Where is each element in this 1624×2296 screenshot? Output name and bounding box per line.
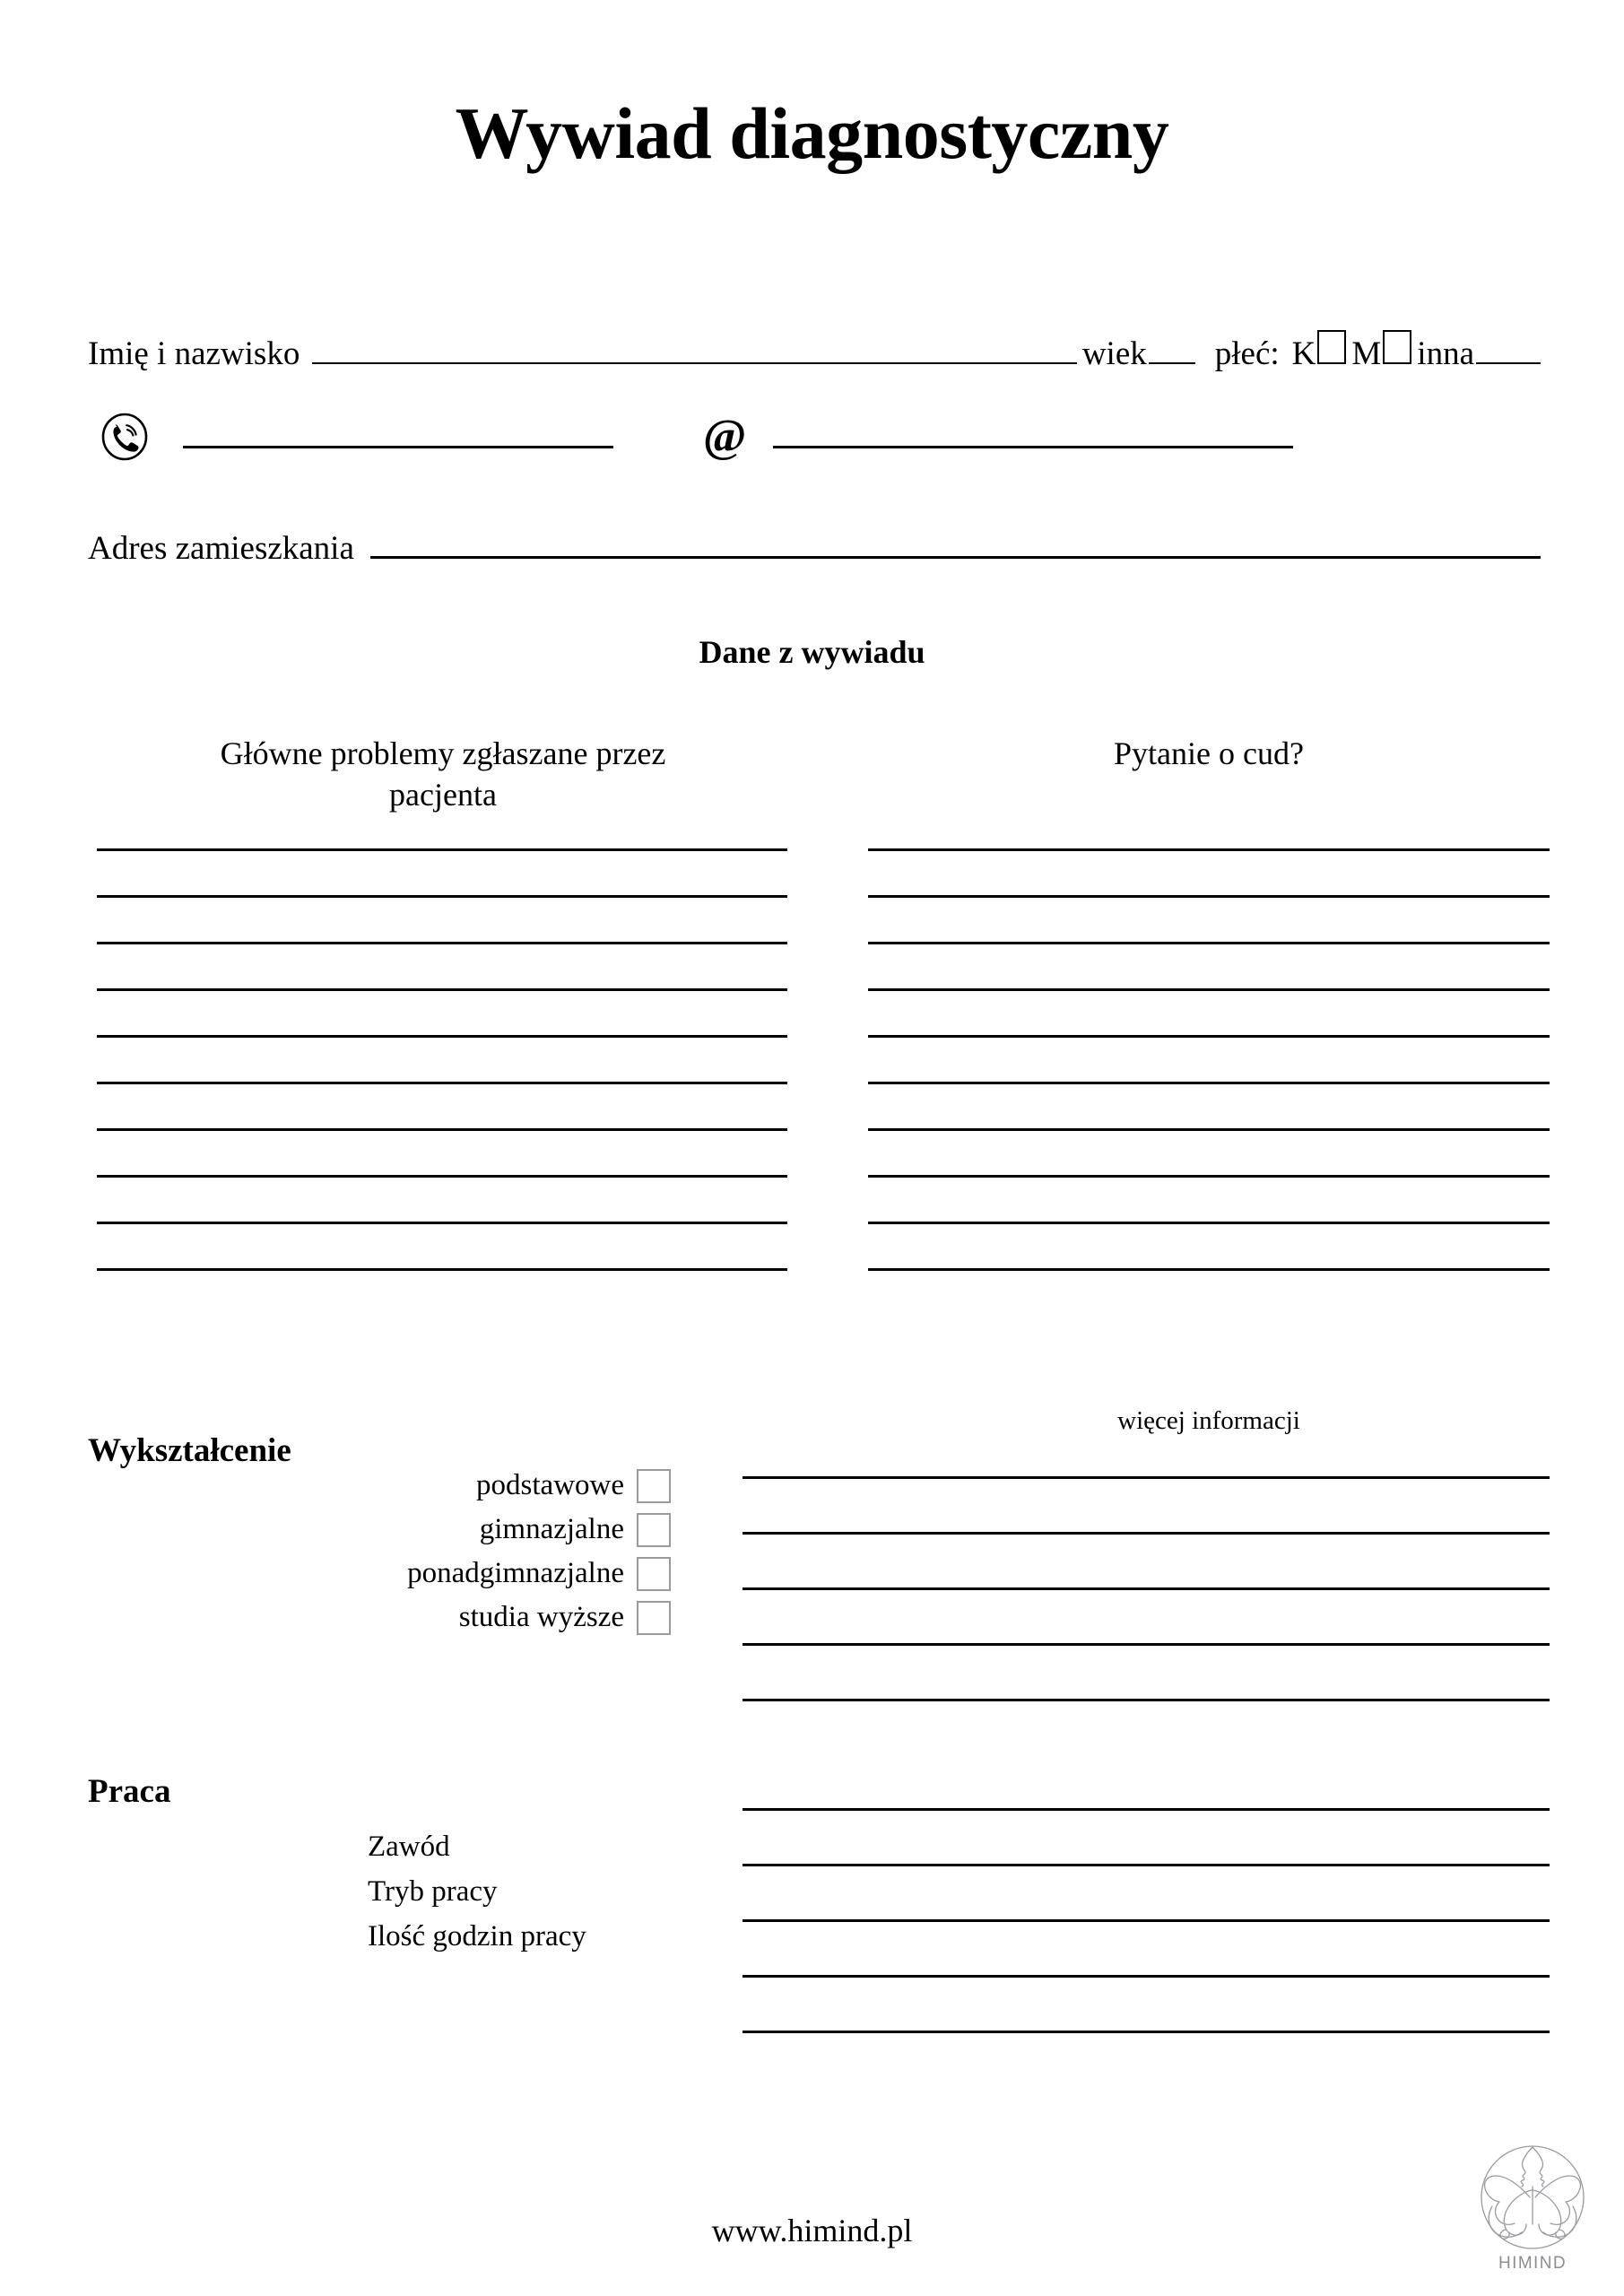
at-sign-icon: @ — [703, 411, 747, 462]
problems-writing-line[interactable] — [97, 1222, 787, 1224]
miracle-writing-line[interactable] — [868, 1268, 1550, 1271]
work-notes-line[interactable] — [743, 1975, 1550, 1978]
sex-label: płeć: — [1214, 335, 1280, 372]
education-notes-line[interactable] — [743, 1587, 1550, 1590]
education-notes-line[interactable] — [743, 1532, 1550, 1535]
problems-column-heading — [99, 734, 787, 815]
identity-row — [88, 330, 1541, 373]
work-notes-lines — [743, 1808, 1550, 2086]
education-notes-line[interactable] — [743, 1699, 1550, 1701]
miracle-writing-line[interactable] — [868, 942, 1550, 944]
education-option-row[interactable] — [348, 1464, 671, 1508]
miracle-writing-line[interactable] — [868, 988, 1550, 991]
work-notes-line[interactable] — [743, 1808, 1550, 1811]
education-notes-line[interactable] — [743, 1643, 1550, 1646]
education-notes-lines — [743, 1476, 1550, 1754]
education-option-row[interactable] — [348, 1508, 671, 1552]
education-option-label: gimnazjalne — [479, 1513, 624, 1546]
name-label: Imię i nazwisko — [88, 335, 300, 372]
education-checkbox-gimnazjalne[interactable] — [637, 1513, 671, 1547]
problems-writing-line[interactable] — [97, 988, 787, 991]
problems-writing-line[interactable] — [97, 895, 787, 898]
miracle-writing-line[interactable] — [868, 1082, 1550, 1084]
education-options-list — [348, 1464, 671, 1639]
education-section-title: Wykształcenie — [88, 1432, 291, 1469]
work-field-label: Tryb pracy — [368, 1875, 498, 1908]
phone-icon — [100, 413, 149, 461]
address-input-rule[interactable] — [370, 556, 1541, 559]
miracle-writing-lines — [868, 848, 1550, 1315]
page-title: Wywiad diagnostyczny — [455, 92, 1169, 174]
work-fields-list — [368, 1830, 673, 1964]
miracle-writing-line[interactable] — [868, 1222, 1550, 1224]
problems-writing-lines — [97, 848, 787, 1315]
education-option-row[interactable] — [348, 1552, 671, 1596]
education-option-label: ponadgimnazjalne — [407, 1557, 624, 1590]
brand-name: HIMIND — [1498, 2254, 1567, 2273]
problems-column-heading-line2: pacjenta — [389, 776, 497, 813]
education-option-row[interactable] — [348, 1596, 671, 1639]
miracle-writing-line[interactable] — [868, 895, 1550, 898]
email-input-rule[interactable] — [773, 446, 1293, 448]
sex-other-input-rule[interactable] — [1476, 362, 1541, 364]
problems-writing-line[interactable] — [97, 1175, 787, 1178]
work-notes-line[interactable] — [743, 1864, 1550, 1866]
miracle-writing-line[interactable] — [868, 1035, 1550, 1038]
sex-female-checkbox[interactable] — [1317, 330, 1346, 364]
address-label: Adres zamieszkania — [88, 530, 354, 567]
sex-male-checkbox[interactable] — [1383, 330, 1411, 364]
miracle-writing-line[interactable] — [868, 1128, 1550, 1131]
contact-row — [100, 413, 1535, 461]
address-row — [88, 529, 1541, 568]
problems-writing-line[interactable] — [97, 1268, 787, 1271]
more-info-caption: więcej informacji — [1117, 1406, 1300, 1435]
age-input-rule[interactable] — [1149, 362, 1195, 364]
brand-logo — [1465, 2142, 1600, 2278]
problems-writing-line[interactable] — [97, 848, 787, 851]
miracle-column-heading: Pytanie o cud? — [1114, 735, 1304, 771]
education-option-label: studia wyższe — [458, 1601, 624, 1634]
work-section-title: Praca — [88, 1773, 171, 1810]
problems-column-heading-line1: Główne problemy zgłaszane przez — [220, 735, 666, 771]
problems-writing-line[interactable] — [97, 1082, 787, 1084]
problems-writing-line[interactable] — [97, 1035, 787, 1038]
footer-website-url[interactable]: www.himind.pl — [711, 2213, 913, 2248]
phone-input-rule[interactable] — [183, 446, 613, 448]
sex-option-male-label: M — [1351, 335, 1382, 372]
work-field-label: Ilość godzin pracy — [368, 1920, 586, 1952]
sex-option-female-label: K — [1291, 335, 1316, 372]
problems-writing-line[interactable] — [97, 942, 787, 944]
education-checkbox-ponadgimnazjalne[interactable] — [637, 1557, 671, 1591]
work-notes-line[interactable] — [743, 2031, 1550, 2033]
age-label: wiek — [1081, 335, 1147, 372]
name-input-rule[interactable] — [312, 362, 1076, 364]
himind-faces-logo-icon — [1465, 2142, 1600, 2253]
education-checkbox-studia-wyzsze[interactable] — [637, 1601, 671, 1635]
education-notes-line[interactable] — [743, 1476, 1550, 1479]
education-checkbox-podstawowe[interactable] — [637, 1469, 671, 1503]
problems-writing-line[interactable] — [97, 1128, 787, 1131]
interview-section-heading: Dane z wywiadu — [699, 634, 925, 670]
education-option-label: podstawowe — [476, 1469, 624, 1502]
miracle-writing-line[interactable] — [868, 1175, 1550, 1178]
sex-option-other-label: inna — [1417, 335, 1474, 372]
miracle-writing-line[interactable] — [868, 848, 1550, 851]
work-notes-line[interactable] — [743, 1919, 1550, 1922]
work-field-label: Zawód — [368, 1831, 450, 1863]
